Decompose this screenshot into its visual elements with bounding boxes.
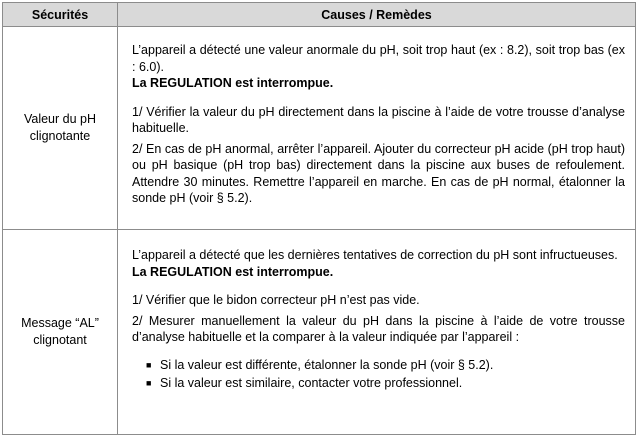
row-text-bold: La REGULATION est interrompue. bbox=[132, 264, 334, 279]
row-label-line2: clignotant bbox=[33, 333, 87, 347]
row-text-p3: 2/ Mesurer manuellement la valeur du pH dans la piscine à l’aide de votre trousse d’analyse habituelle et la comparer à la valeur indiquée par l’appareil : bbox=[132, 313, 625, 344]
row-text-p1: L’appareil a détecté une valeur anormale du pH, soit trop haut (ex : 8.2), soit trop bas (ex : 6.0). bbox=[132, 43, 625, 74]
list-item: ■ Si la valeur est différente, étalonner la sonde pH (voir § 5.2). bbox=[146, 357, 494, 372]
row-text-bold: La REGULATION est interrompue. bbox=[132, 76, 334, 90]
table-row bbox=[3, 230, 636, 435]
table-row bbox=[3, 27, 636, 230]
header-securites: Sécurités bbox=[3, 3, 118, 27]
bullet-square-icon: ■ bbox=[146, 359, 152, 370]
troubleshooting-table bbox=[2, 2, 636, 435]
row-text-p3: 2/ En cas de pH anormal, arrêter l’appareil. Ajouter du correcteur pH acide (pH trop haut) ou pH basique (pH trop bas) directement dans la piscine aux buses de refoulement. Attendre 30 minutes. Remettre l’appareil en marche. En cas de pH normal, étalonner la sonde pH (voir § 5.2). bbox=[132, 141, 625, 205]
row-text-p2: 1/ Vérifier la valeur du pH directement dans la piscine à l’aide de votre trousse d’analyse habituelle. bbox=[132, 104, 625, 135]
row-text-p1: L’appareil a détecté que les dernières tentatives de correction du pH sont infructueuses. bbox=[132, 248, 618, 262]
row-label bbox=[3, 27, 118, 230]
row-label-line1: Valeur du pH bbox=[23, 112, 97, 126]
bullet-list bbox=[132, 357, 625, 392]
row-label-line1: Message “AL” bbox=[21, 316, 99, 330]
row-content bbox=[118, 27, 636, 230]
row-content bbox=[118, 230, 636, 435]
bullet-square-icon: ■ bbox=[146, 378, 152, 388]
row-label bbox=[3, 230, 118, 435]
row-label-line2: clignotante bbox=[29, 129, 91, 143]
list-item: ■ Si la valeur est similaire, contacter votre professionnel. bbox=[146, 376, 463, 390]
header-causes-remedes: Causes / Remèdes bbox=[118, 3, 636, 27]
row-text-p2: 1/ Vérifier que le bidon correcteur pH n’est pas vide. bbox=[132, 293, 420, 307]
header-row bbox=[3, 3, 636, 27]
